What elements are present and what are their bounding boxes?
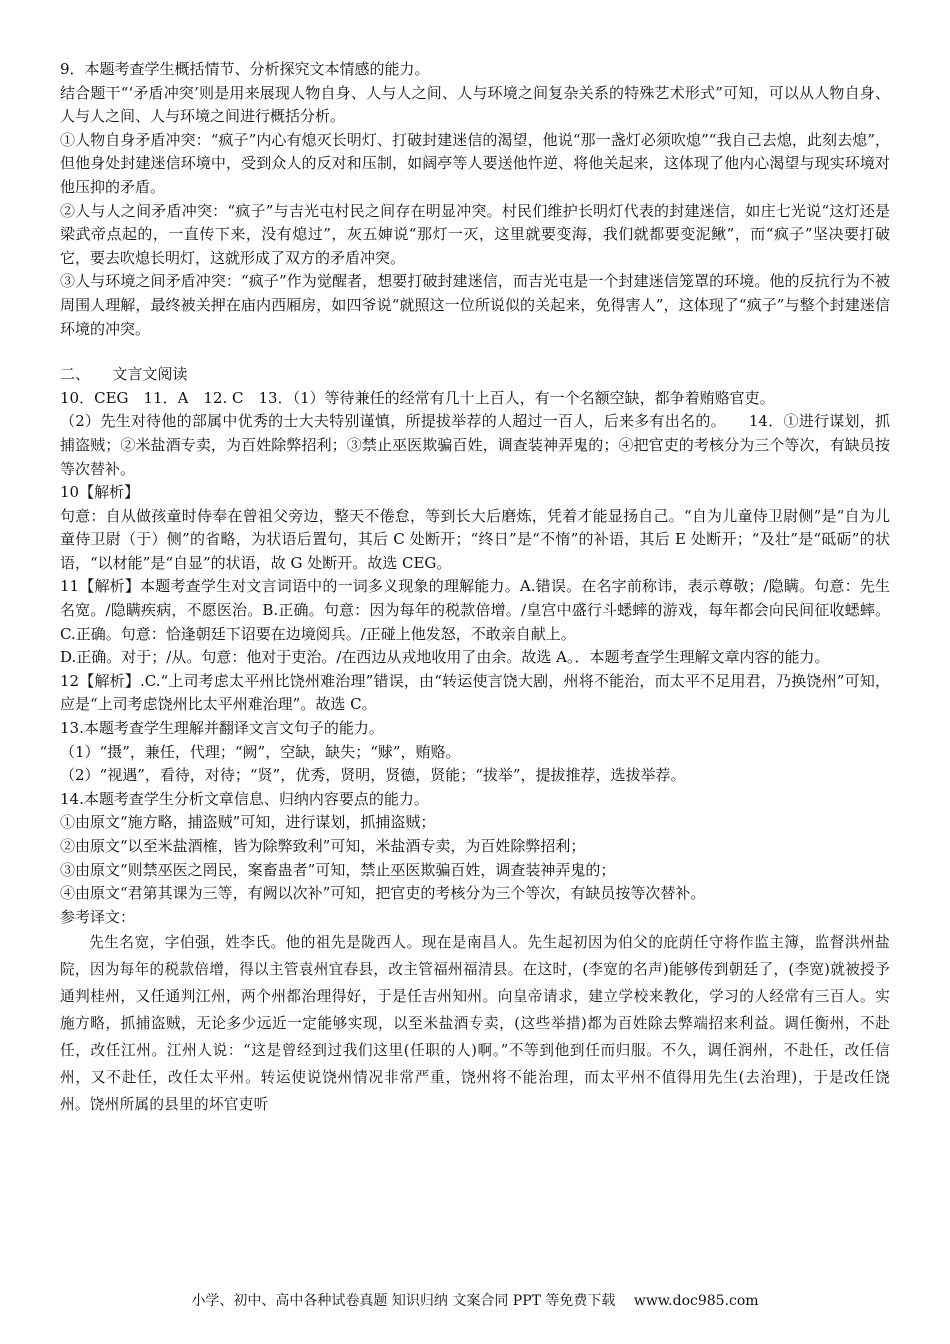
answers-13-14: （2）先生对待他的部属中优秀的士大夫特别谨慎，所提拔举荐的人超过一百人，后来多有出名的。 14．①进行谋划，抓捕盗贼；②米盐酒专卖，为百姓除弊招利；③禁止巫医欺骗百姓，调查装神弄鬼的；④把官吏的考核分为三个等次，有缺员按等次替补。 xyxy=(60,412,890,478)
q9-point-2: ②人与人之间矛盾冲突：“疯子”与吉光屯村民之间存在明显冲突。村民们维护长明灯代表的封建迷信，如庄七光说“这灯还是梁武帝点起的，一直传下来，没有熄过”，灰五婶说“那灯一灭，这里就要变海，我们就都要变泥鳅”，而“疯子”坚决要打破它，要去吹熄长明灯，这就形成了双方的矛盾冲突。 xyxy=(60,201,890,267)
q11-analysis: 11【解析】本题考查学生对文言词语中的一词多义现象的理解能力。A.错误。在名字前称讳，表示尊敬；/隐瞒。句意：先生名宽。/隐瞒疾病，不愿医治。B.正确。句意：因为每年的税款倍增。/皇宫中盛行斗蟋蟀的游戏，每年都会向民间征收蟋蟀。C.正确。句意：恰逢朝廷下诏要在边境阅兵。/正碰上他发怒，不敢亲自献上。 xyxy=(60,577,890,643)
q13-part-2: （2）“视遇”，看待，对待；“贤”，优秀，贤明，贤德，贤能；“拔举”，提拔推荐，选拔举荐。 xyxy=(60,766,686,785)
translation-heading: 参考译文： xyxy=(60,907,136,926)
q14-point-2: ②由原文“以至米盐酒榷，皆为除弊致利”可知，米盐酒专卖，为百姓除弊招利； xyxy=(60,837,586,855)
q9-point-3: ③人与环境之间矛盾冲突：“疯子”作为觉醒者，想要打破封建迷信，而吉光屯是一个封建迷信笼罩的环境。他的反抗行为不被周围人理解，最终被关押在庙内西厢房，如四爷说“就照这一位所说似的关起来，免得害人”，这体现了“疯子”与整个封建迷信环境的冲突。 xyxy=(60,272,890,338)
q14-heading: 14.本题考查学生分析文章信息、归纳内容要点的能力。 xyxy=(60,789,429,808)
section-heading: 二、 文言文阅读 xyxy=(60,365,188,384)
q10-analysis: 句意：自从做孩童时侍奉在曾祖父旁边，整天不倦怠，等到长大后磨炼，凭着才能显扬自己。“自为儿童侍卫尉侧”是“自为儿童侍卫尉（于）侧”的省略，为状语后置句，其后 C 处断开；“终日”是“不惰”的补语，其后 E 处断开；“及壮”是“砥砺”的状语，“以材能”是“自显”的状语，故 G 处断开。故选 CEG。 xyxy=(60,506,890,572)
q14-point-1: ①由原文“施方略，捕盗贼”可知，进行谋划，抓捕盗贼； xyxy=(60,813,436,832)
q11-analysis-d: D.正确。对于；/从。句意：他对于吏治。/在西边从戎地收用了由余。故选 A。．本题考查学生理解文章内容的能力。 xyxy=(60,648,830,667)
translation-text: 先生名宽，字伯强，姓李氏。他的祖先是陇西人。现在是南昌人。先生起初因为伯父的庇荫任守将作监主簿，监督洪州盐院，因为每年的税款倍增，得以主管袁州宜春县，改主管福州福清县。在这时，(李宽的名声)能够传到朝廷了，(李宽)就被授予通判桂州，又任通判江州，两个州都治理得好，于是任吉州知州。向皇帝请求，建立学校来教化，学习的人经常有三百人。实施方略，抓捕盗贼，无论多少远近一定能够实现，以至米盐酒专卖，(这些举措)都为百姓除去弊端招来利益。调任衡州，不赴任，改任江州。江州人说：“这是曾经到过我们这里(任职的人)啊。”不等到他到任而归服。不久，调任润州，不赴任，改任信州，又不赴任，改任太平州。转运使说饶州情况非常严重，饶州将不能治理，而太平州不值得用先生(去治理)，于是改任饶州。饶州所属的县里的坏官吏听 xyxy=(60,934,890,1114)
q13-heading: 13.本题考查学生理解并翻译文言文句子的能力。 xyxy=(60,719,384,738)
q14-point-4: ④由原文“君第其课为三等，有阙以次补”可知，把官吏的考核分为三个等次，有缺员按等次替补。 xyxy=(60,884,706,903)
q12-analysis: 12【解析】.C.“上司考虑太平州比饶州难治理”错误，由“转运使言饶大剧，州将不能治，而太平不足用君，乃换饶州”可知，应是“上司考虑饶州比太平州难治理”。故选 C。 xyxy=(60,671,890,714)
section-gap xyxy=(60,341,890,363)
q14-point-3: ③由原文“则禁巫医之罔民，案畜蛊者”可知，禁止巫医欺骗百姓，调查装神弄鬼的； xyxy=(60,860,616,879)
q9-intro: 结合题干“‘矛盾冲突’则是用来展现人物自身、人与人之间、人与环境之间复杂关系的特殊艺术形式”可知，可以从人物自身、人与人之间、人与环境之间进行概括分析。 xyxy=(60,83,890,126)
page-footer: 小学、初中、高中各种试卷真题 知识归纳 文案合同 PPT 等免费下载 www.doc985.com xyxy=(191,1293,759,1309)
q9-point-1: ①人物自身矛盾冲突：“疯子”内心有熄灭长明灯、打破封建迷信的渴望，他说“那一盏灯必须吹熄”“我自己去熄，此刻去熄”，但他身处封建迷信环境中，受到众人的反对和压制，如阔亭等人要送他忤逆、将他关起来，这体现了他内心渴望与现实环境对他压抑的矛盾。 xyxy=(60,130,890,196)
q13-part-1: （1）“摄”，兼任，代理；“阙”，空缺，缺失；“赇”，贿赂。 xyxy=(60,742,461,761)
q9-heading: 9．本题考查学生概括情节、分析探究文本情感的能力。 xyxy=(60,60,430,78)
answers-10-13: 10．CEG 11．A 12. C 13．（1）等待兼任的经常有几十上百人，有一个名额空缺，都争着贿赂官吏。 xyxy=(60,388,775,407)
q10-analysis-heading: 10【解析】 xyxy=(60,483,140,502)
